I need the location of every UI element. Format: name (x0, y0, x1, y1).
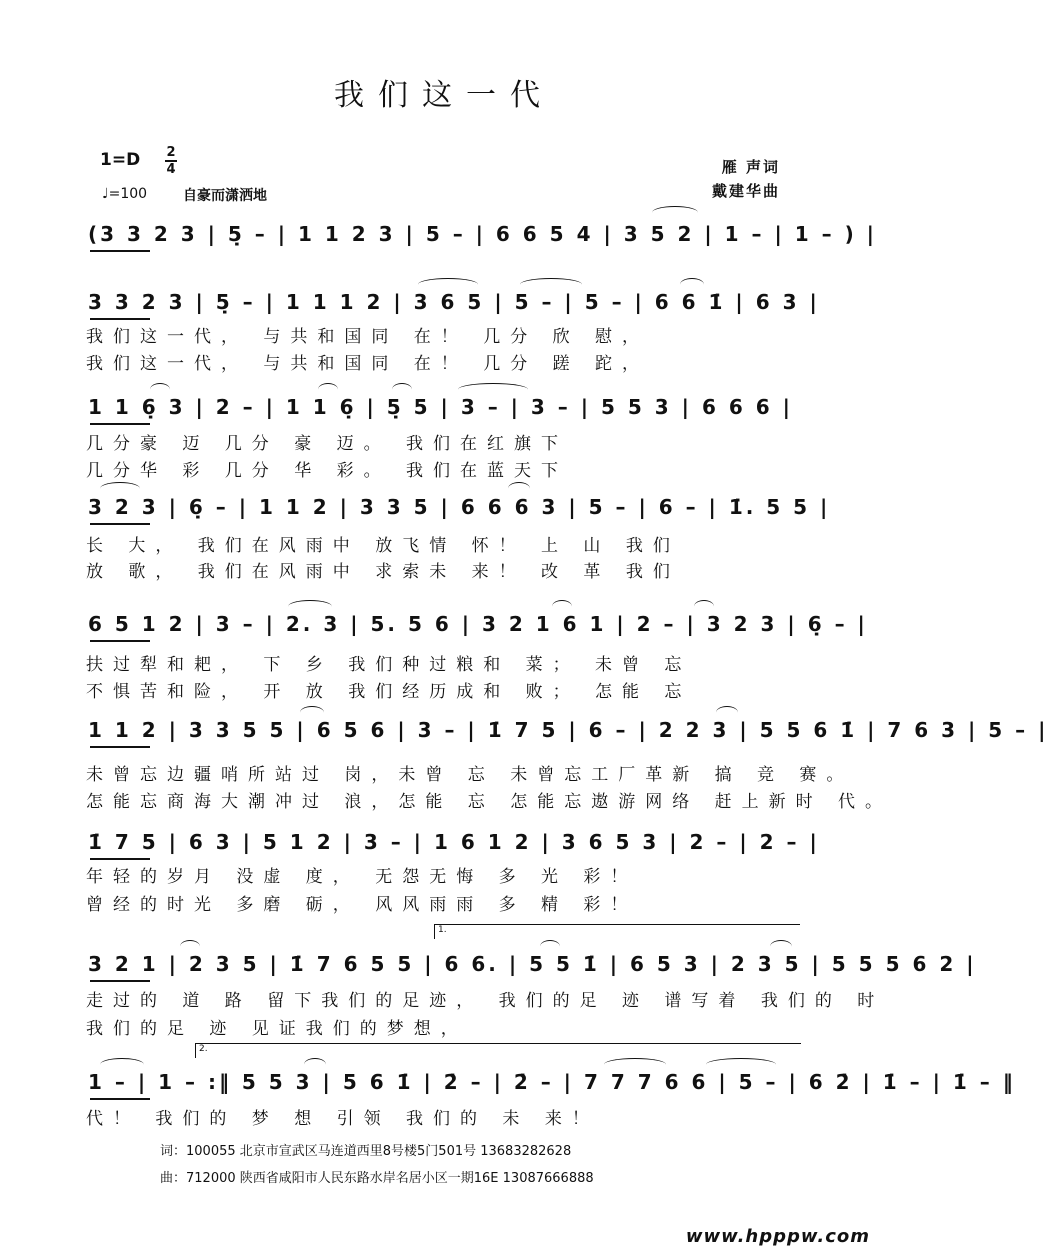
rhythm-beam (90, 638, 150, 642)
lyric-line: 几分华 彩 几分 华 彩。 我们在蓝天下 (86, 461, 569, 481)
tie-arc (318, 383, 338, 396)
tie-arc (100, 1058, 144, 1071)
notation-row (86, 718, 1048, 748)
lyric-line: 我们这一代， 与共和国同 在！ 几分 蹉 跎， (86, 354, 650, 374)
tie-arc (100, 482, 140, 495)
notation-row (86, 222, 877, 252)
tie-arc (770, 940, 792, 953)
lyric-line: 长 大， 我们在风雨中 放飞情 怀！ 上 山 我们 (86, 536, 680, 556)
notation-row (86, 830, 820, 860)
lyricist-credit: 雁 声词 (721, 158, 780, 176)
tie-arc (716, 706, 738, 719)
tie-arc (520, 278, 582, 291)
watermark: www.hpppw.com (685, 1226, 870, 1247)
time-signature-bottom: 4 (166, 162, 176, 177)
time-signature (165, 146, 177, 176)
rhythm-beam (90, 521, 150, 525)
rhythm-beam (90, 1096, 150, 1100)
expression-marking: 自豪而潇洒地 (183, 188, 267, 204)
notation-line: 1 1 6̣ 3 | 2 – | 1 1 6̣ | 5̣ 5 | 3 – | 3 – | 5 5 3 | 6 6 6 | (88, 395, 793, 419)
notation-row (86, 495, 831, 525)
volta-first: 1. (434, 924, 800, 939)
lyricist-address: 词：100055 北京市宣武区马连道西里8号楼5门501号 13683282628 (160, 1144, 572, 1159)
composer-address: 曲：712000 陕西省咸阳市人民东路水岸名居小区一期16E 13087666888 (160, 1171, 594, 1186)
lyric-line: 未曾忘边疆哨所站过 岗，未曾 忘 未曾忘工厂革新 搞 竞 赛。 (86, 765, 854, 785)
lyric-line: 走过的 道 路 留下我们的足迹， 我们的足 迹 谱写着 我们的 时 (86, 991, 885, 1011)
notation-row (86, 612, 868, 642)
tie-arc (180, 940, 200, 953)
notation-row (86, 395, 808, 425)
notation-line: 3 2 3 | 6̣ – | 1 1 2 | 3 3 5 | 6 6 6 3 | 5 – | 6 – | 1̇. 5 5 | (88, 495, 831, 519)
lyric-line: 扶过犁和耙， 下 乡 我们种过粮和 菜； 未曾 忘 (86, 655, 692, 675)
lyric-line: 放 歌， 我们在风雨中 求索未 来！ 改 革 我们 (86, 562, 680, 582)
tie-arc (458, 383, 528, 396)
composer-credit: 戴建华曲 (711, 182, 780, 200)
notation-line: 1 1 2 | 3 3 5 5 | 6 5 6 | 3 – | 1̇ 7 5 | 6 – | 2 2 3 | 5 5 6 1̇ | 7 6 3 | 5 – | (88, 718, 1048, 742)
lyric-line: 我们的足 迹 见证我们的梦想， (86, 1019, 468, 1039)
tie-arc (604, 1058, 666, 1071)
notation-row (86, 290, 820, 320)
tie-arc (680, 278, 704, 291)
tie-arc (552, 600, 572, 613)
lyric-line: 不惧苦和险， 开 放 我们经历成和 败； 怎能 忘 (86, 682, 692, 702)
tie-arc (652, 206, 698, 219)
notation-line: 1 – | 1 – :‖ 5 5 3 | 5 6 1̇ | 2̇ – | 2̇ – | 7 7 7 6 6 | 5 – | 6 2̇ | 1̇ – | 1̇ – ‖ (88, 1070, 1016, 1094)
rhythm-beam (90, 421, 150, 425)
tie-arc (288, 600, 332, 613)
tie-arc (392, 383, 412, 396)
volta-second: 2. (195, 1043, 801, 1058)
time-signature-top: 2 (166, 145, 176, 160)
rhythm-beam (90, 856, 150, 860)
tie-arc (694, 600, 714, 613)
rhythm-beam (90, 744, 150, 748)
tie-arc (418, 278, 478, 291)
tie-arc (540, 940, 560, 953)
lyric-line: 怎能忘商海大潮冲过 浪，怎能 忘 怎能忘遨游网络 赶上新时 代。 (86, 792, 893, 812)
tie-arc (508, 482, 530, 495)
lyric-line: 几分豪 迈 几分 豪 迈。 我们在红旗下 (86, 434, 569, 454)
song-title: 我们这一代 (334, 78, 554, 113)
rhythm-beam (90, 316, 150, 320)
tie-arc (150, 383, 170, 396)
lyric-line: 我们这一代， 与共和国同 在！ 几分 欣 慰， (86, 327, 650, 347)
notation-row (86, 1070, 1016, 1100)
lyric-line: 代！ 我们的 梦 想 引领 我们的 未 来！ (86, 1109, 599, 1129)
notation-line: (3 3 2 3 | 5̣ – | 1 1 2 3 | 5 – | 6 6 5 4 | 3 5 2 | 1 – | 1 – ) | (88, 222, 877, 246)
tie-arc (304, 1058, 326, 1071)
notation-line: 1̇ 7 5 | 6 3 | 5 1 2 | 3 – | 1 6 1 2 | 3 6 5 3 | 2 – | 2 – | (88, 830, 820, 854)
rhythm-beam (90, 248, 150, 252)
rhythm-beam (90, 978, 150, 982)
notation-line: 6 5 1 2 | 3 – | 2. 3 | 5. 5 6 | 3 2 1 6 1 | 2 – | 3 2 3 | 6̣ – | (88, 612, 868, 636)
key-signature: 1=D (100, 150, 141, 170)
lyric-line: 曾经的时光 多磨 砺， 风风雨雨 多 精 彩！ (86, 895, 638, 915)
notation-line: 3 2 1 | 2 3 5 | 1̇ 7 6 5 5 | 6 6. | 5 5 1̇ | 6 5 3 | 2 3 5 | 5 5 5 6 2 | (88, 952, 977, 976)
notation-line: 3 3 2 3 | 5̣ – | 1 1 1 2 | 3 6 5 | 5 – | 5 – | 6 6 1̇ | 6 3 | (88, 290, 820, 314)
tie-arc (706, 1058, 776, 1071)
tempo-marking: ♩=100 (102, 186, 148, 202)
notation-row (86, 952, 977, 982)
lyric-line: 年轻的岁月 没虚 度， 无怨无悔 多 光 彩！ (86, 867, 638, 887)
tie-arc (300, 706, 324, 719)
